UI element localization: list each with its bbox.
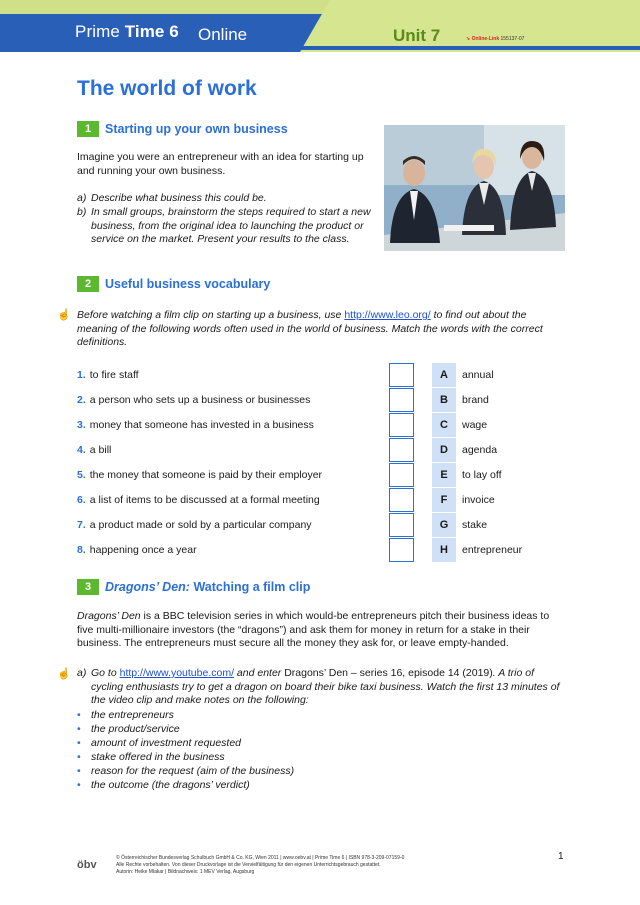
section-number-3: 3 xyxy=(77,579,99,595)
definition-row: 8. happening once a year xyxy=(77,544,197,556)
answer-box[interactable] xyxy=(389,438,414,462)
answer-box[interactable] xyxy=(389,538,414,562)
section3-task-a: a) Go to http://www.youtube.com/ and enter Dragons’ Den – series 16, episode 14 (2019). A trio of cycling enthusiasts try to get a dragon on board their bike taxi business. Watch the first 13 minutes of the video clip and make notes on the following: xyxy=(77,667,560,707)
word-letter: F xyxy=(432,488,456,512)
section-title-1: Starting up your own business xyxy=(105,122,288,136)
list-item: • reason for the request (aim of the business) xyxy=(77,765,295,777)
vocab-word: annual xyxy=(462,369,494,381)
vocab-word: to lay off xyxy=(462,469,502,481)
word-letter: C xyxy=(432,413,456,437)
mouse-icon: ☝ xyxy=(57,309,71,321)
answer-box[interactable] xyxy=(389,463,414,487)
definition-row: 1. to fire staff xyxy=(77,369,139,381)
answer-box[interactable] xyxy=(389,513,414,537)
section1-intro: Imagine you were an entrepreneur with an idea for starting up and running your own business. xyxy=(77,151,364,177)
online-link[interactable]: ➘ Online-Link 155137-07 xyxy=(466,36,525,42)
footer-credits: © Österreichischer Bundesverlag Schulbuch GmbH & Co. KG, Wien 2011 | www.oebv.at | Prime Time 6 | ISBN 978-3-209-07159-0 Alle Rechte vorbehalten. Von dieser Druckvorlage ist die Vervielfältigung für den eigenen Unterrichtsgebrauch gestattet. Autorin: Heike Mlakar | Bildnachweis: 1 MEV Verlag, Augsburg xyxy=(116,855,405,875)
vocab-word: stake xyxy=(462,519,488,531)
list-item: • the entrepreneurs xyxy=(77,709,174,721)
definition-row: 2. a person who sets up a business or businesses xyxy=(77,394,311,406)
vocab-word: invoice xyxy=(462,494,495,506)
word-letter: A xyxy=(432,363,456,387)
brand-title: Prime Time 6 xyxy=(75,22,179,41)
vocab-word: wage xyxy=(462,419,488,431)
business-people-photo xyxy=(384,125,565,251)
section1-item-a: a) Describe what business this could be. xyxy=(77,192,267,204)
vocab-word: agenda xyxy=(462,444,498,456)
answer-box[interactable] xyxy=(389,413,414,437)
list-item: • amount of investment requested xyxy=(77,737,242,749)
section2-instruction: Before watching a film clip on starting up a business, use http://www.leo.org/ to find out about the meaning of the following words often used in the world of business. Match the words with the correct definitions. xyxy=(77,309,543,349)
brand-online: Online xyxy=(198,25,248,44)
list-item: • stake offered in the business xyxy=(77,751,225,763)
definition-row: 4. a bill xyxy=(77,444,112,456)
section-number-2: 2 xyxy=(77,276,99,292)
unit-label: Unit 7 xyxy=(393,26,441,45)
page-title: The world of work xyxy=(77,77,257,100)
mouse-icon: ☝ xyxy=(57,668,71,680)
leo-link[interactable]: http://www.leo.org/ xyxy=(344,309,431,321)
answer-box[interactable] xyxy=(389,388,414,412)
word-letter: H xyxy=(432,538,456,562)
page-number: 1 xyxy=(558,851,564,862)
word-letter: D xyxy=(432,438,456,462)
list-item: • the product/service xyxy=(77,723,180,735)
list-item: • the outcome (the dragons’ verdict) xyxy=(77,779,250,791)
vocab-word: entrepreneur xyxy=(462,544,523,556)
arrow-icon: ➘ xyxy=(466,36,471,42)
word-letter: B xyxy=(432,388,456,412)
section3-intro: Dragons’ Den is a BBC television series in which would-be entrepreneurs pitch their business ideas to five multi-millionaire investors (the “dragons”) and ask them for money in return for a stake in their business. The entrepreneurs must secure all the money they ask for, or leave empty-handed. xyxy=(77,610,550,650)
word-letter: G xyxy=(432,513,456,537)
definition-row: 3. money that someone has invested in a business xyxy=(77,419,314,431)
definition-row: 5. the money that someone is paid by their employer xyxy=(77,469,323,481)
section-number-1: 1 xyxy=(77,121,99,137)
answer-box[interactable] xyxy=(389,363,414,387)
section1-item-b: b) In small groups, brainstorm the steps required to start a new business, from the original idea to launching the product or service on the market. Present your results to the class. xyxy=(77,206,371,246)
vocab-word: brand xyxy=(462,394,489,406)
section-title-3: Dragons’ Den: Watching a film clip xyxy=(105,580,311,594)
definition-row: 7. a product made or sold by a particular company xyxy=(77,519,312,531)
word-letter: E xyxy=(432,463,456,487)
answer-box[interactable] xyxy=(389,488,414,512)
publisher-logo: öbv xyxy=(77,859,97,871)
youtube-link[interactable]: http://www.youtube.com/ xyxy=(119,667,234,679)
definition-row: 6. a list of items to be discussed at a formal meeting xyxy=(77,494,320,506)
section-title-2: Useful business vocabulary xyxy=(105,277,271,291)
